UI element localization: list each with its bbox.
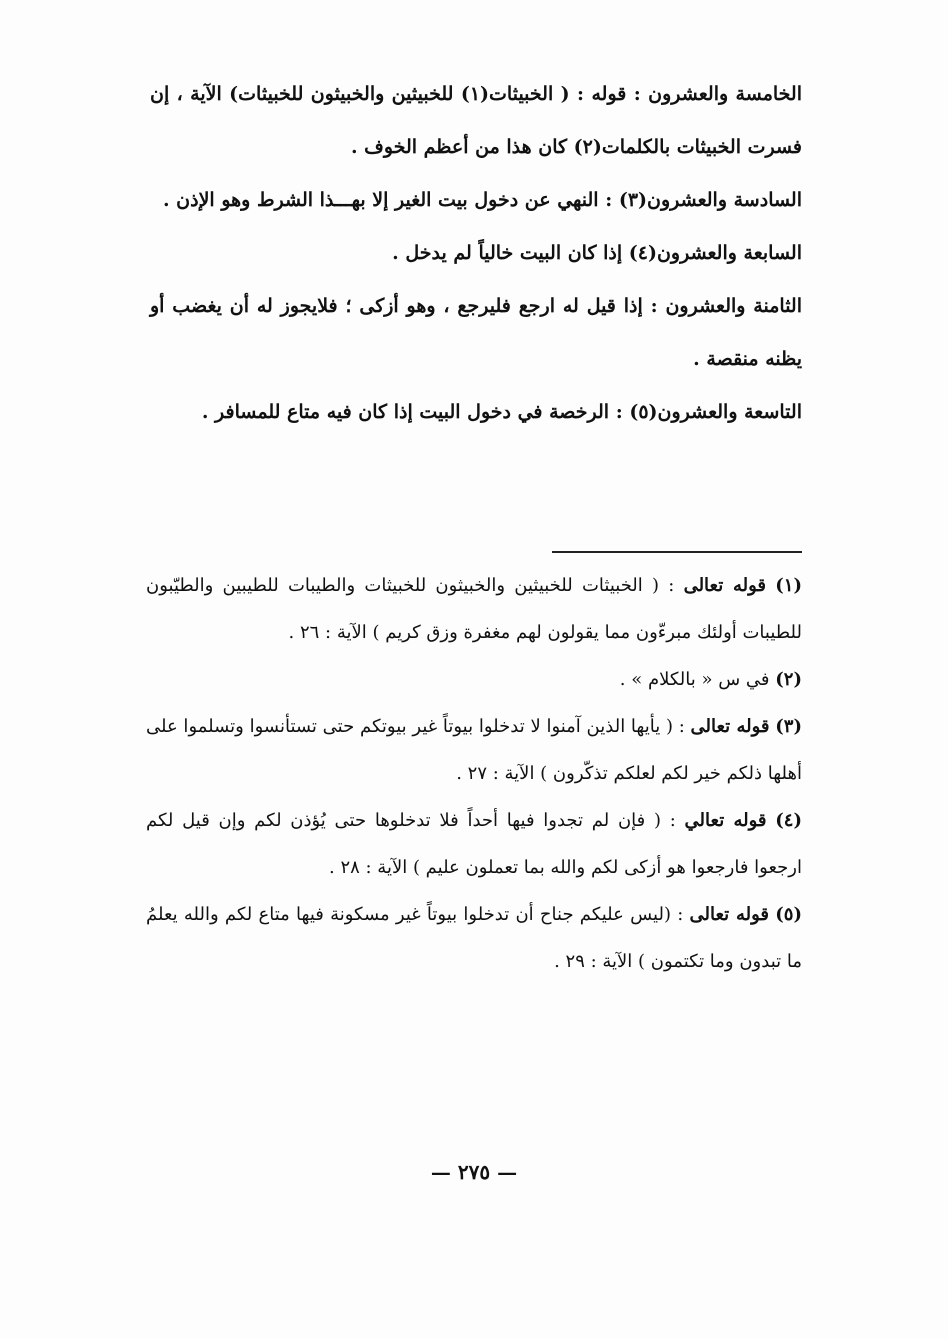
footnote-4	[146, 797, 802, 891]
page-number: — ٢٧٥ —	[430, 1160, 518, 1184]
footnote-text: في س « بالكلام » .	[619, 669, 770, 690]
footnote-number: (١)	[775, 575, 802, 596]
footnote-number: (٤)	[775, 810, 802, 831]
footnote-text: : ( فإن لم تجدوا فيها أحداً فلا تدخلوها حتى يُؤذن لكم وإن قيل لكم ارجعوا فارجعوا هو أزكى لكم والله بما تعملون عليم ) الآية : ٢٨ .	[146, 810, 802, 878]
footnote-number: (٣)	[775, 716, 802, 737]
footnote-lead: قوله تعالى	[683, 575, 767, 596]
paragraph-27: السابعة والعشرون(٤) إذا كان البيت خالياً لم يدخل .	[392, 242, 802, 264]
footnote-2	[146, 656, 802, 703]
paragraph-29: التاسعة والعشرون(٥) : الرخصة في دخول البيت إذا كان فيه متاع للمسافر .	[201, 401, 802, 423]
footnote-number: (٥)	[775, 904, 802, 925]
footnote-lead: قوله تعالى	[690, 716, 770, 737]
footnote-5	[146, 891, 802, 985]
footnote-lead: قوله تعالي	[684, 810, 767, 831]
footnote-1	[146, 562, 802, 656]
footnote-divider	[552, 551, 802, 553]
footnote-3	[146, 703, 802, 797]
footnote-lead: قوله تعالى	[689, 904, 769, 925]
footnote-number: (٢)	[775, 669, 802, 690]
footnotes-section	[146, 562, 802, 985]
paragraph-26: السادسة والعشرون(٣) : النهي عن دخول بيت الغير إلا بهـــذا الشرط وهو الإذن .	[162, 189, 802, 211]
footnote-text: : ( الخبيثات للخبيثين والخبيثون للخبيثات والطيبات للطيبين والطيّبون للطيبات أولئك مبرءّون مما يقولون لهم مغفرة وزق كريم ) الآية : ٢٦ .	[146, 575, 802, 643]
footnote-text: : ( يأيها الذين آمنوا لا تدخلوا بيوتاً غير بيوتكم حتى تستأنسوا وتسلموا على أهلها ذلكم خير لكم لعلكم تذكّرون ) الآية : ٢٧ .	[146, 716, 802, 784]
main-text-body	[150, 68, 802, 439]
paragraph-28: الثامنة والعشرون : إذا قيل له ارجع فليرجع ، وهو أزكى ؛ فلايجوز له أن يغضب أو يظنه منقصة .	[150, 295, 802, 370]
paragraph-25: الخامسة والعشرون : قوله : ( الخبيثات(١) للخبيثين والخبيثون للخبيثات) الآية ، إن فسرت الخبيثات بالكلمات(٢) كان هذا من أعظم الخوف .	[150, 83, 802, 158]
footnote-text: : (ليس عليكم جناح أن تدخلوا بيوتاً غير مسكونة فيها متاع لكم والله يعلمُ ما تبدون وما تكتمون ) الآية : ٢٩ .	[146, 904, 802, 972]
